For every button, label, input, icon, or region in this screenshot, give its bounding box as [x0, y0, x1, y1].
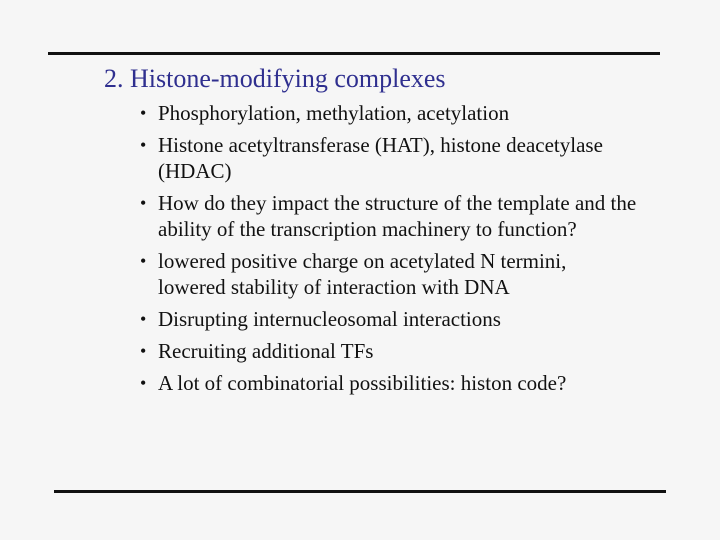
bullet-dot-icon: •: [140, 309, 147, 329]
bullet-dot-icon: •: [140, 373, 147, 393]
slide-title: 2. Histone-modifying complexes: [104, 64, 446, 93]
bullet-dot-icon: •: [140, 193, 147, 213]
bullet-text: Histone acetyltransferase (HAT), histone deacetylase (HDAC): [158, 133, 603, 183]
bullet-dot-icon: •: [140, 251, 147, 271]
bullet-item: [138, 100, 638, 126]
bullet-dot-icon: •: [140, 103, 147, 123]
bullet-text: Recruiting additional TFs: [158, 339, 374, 363]
bullet-dot-icon: •: [140, 135, 147, 155]
bullet-text: Phosphorylation, methylation, acetylation: [158, 101, 510, 125]
bullet-item: [138, 306, 638, 332]
bullet-item: [138, 190, 638, 242]
bottom-divider: [54, 490, 666, 493]
bullet-text: How do they impact the structure of the template and the ability of the transcription machinery to function?: [158, 191, 637, 241]
bullet-text: lowered positive charge on acetylated N termini, lowered stability of interaction with DNA: [158, 249, 567, 299]
bullet-list: [138, 100, 638, 402]
bullet-item: [138, 132, 638, 184]
bullet-item: [138, 338, 638, 364]
bullet-text: A lot of combinatorial possibilities: histon code?: [158, 371, 567, 395]
bullet-dot-icon: •: [140, 341, 147, 361]
bullet-text: Disrupting internucleosomal interactions: [158, 307, 501, 331]
bullet-item: [138, 370, 638, 396]
top-divider: [48, 52, 660, 55]
bullet-item: [138, 248, 638, 300]
